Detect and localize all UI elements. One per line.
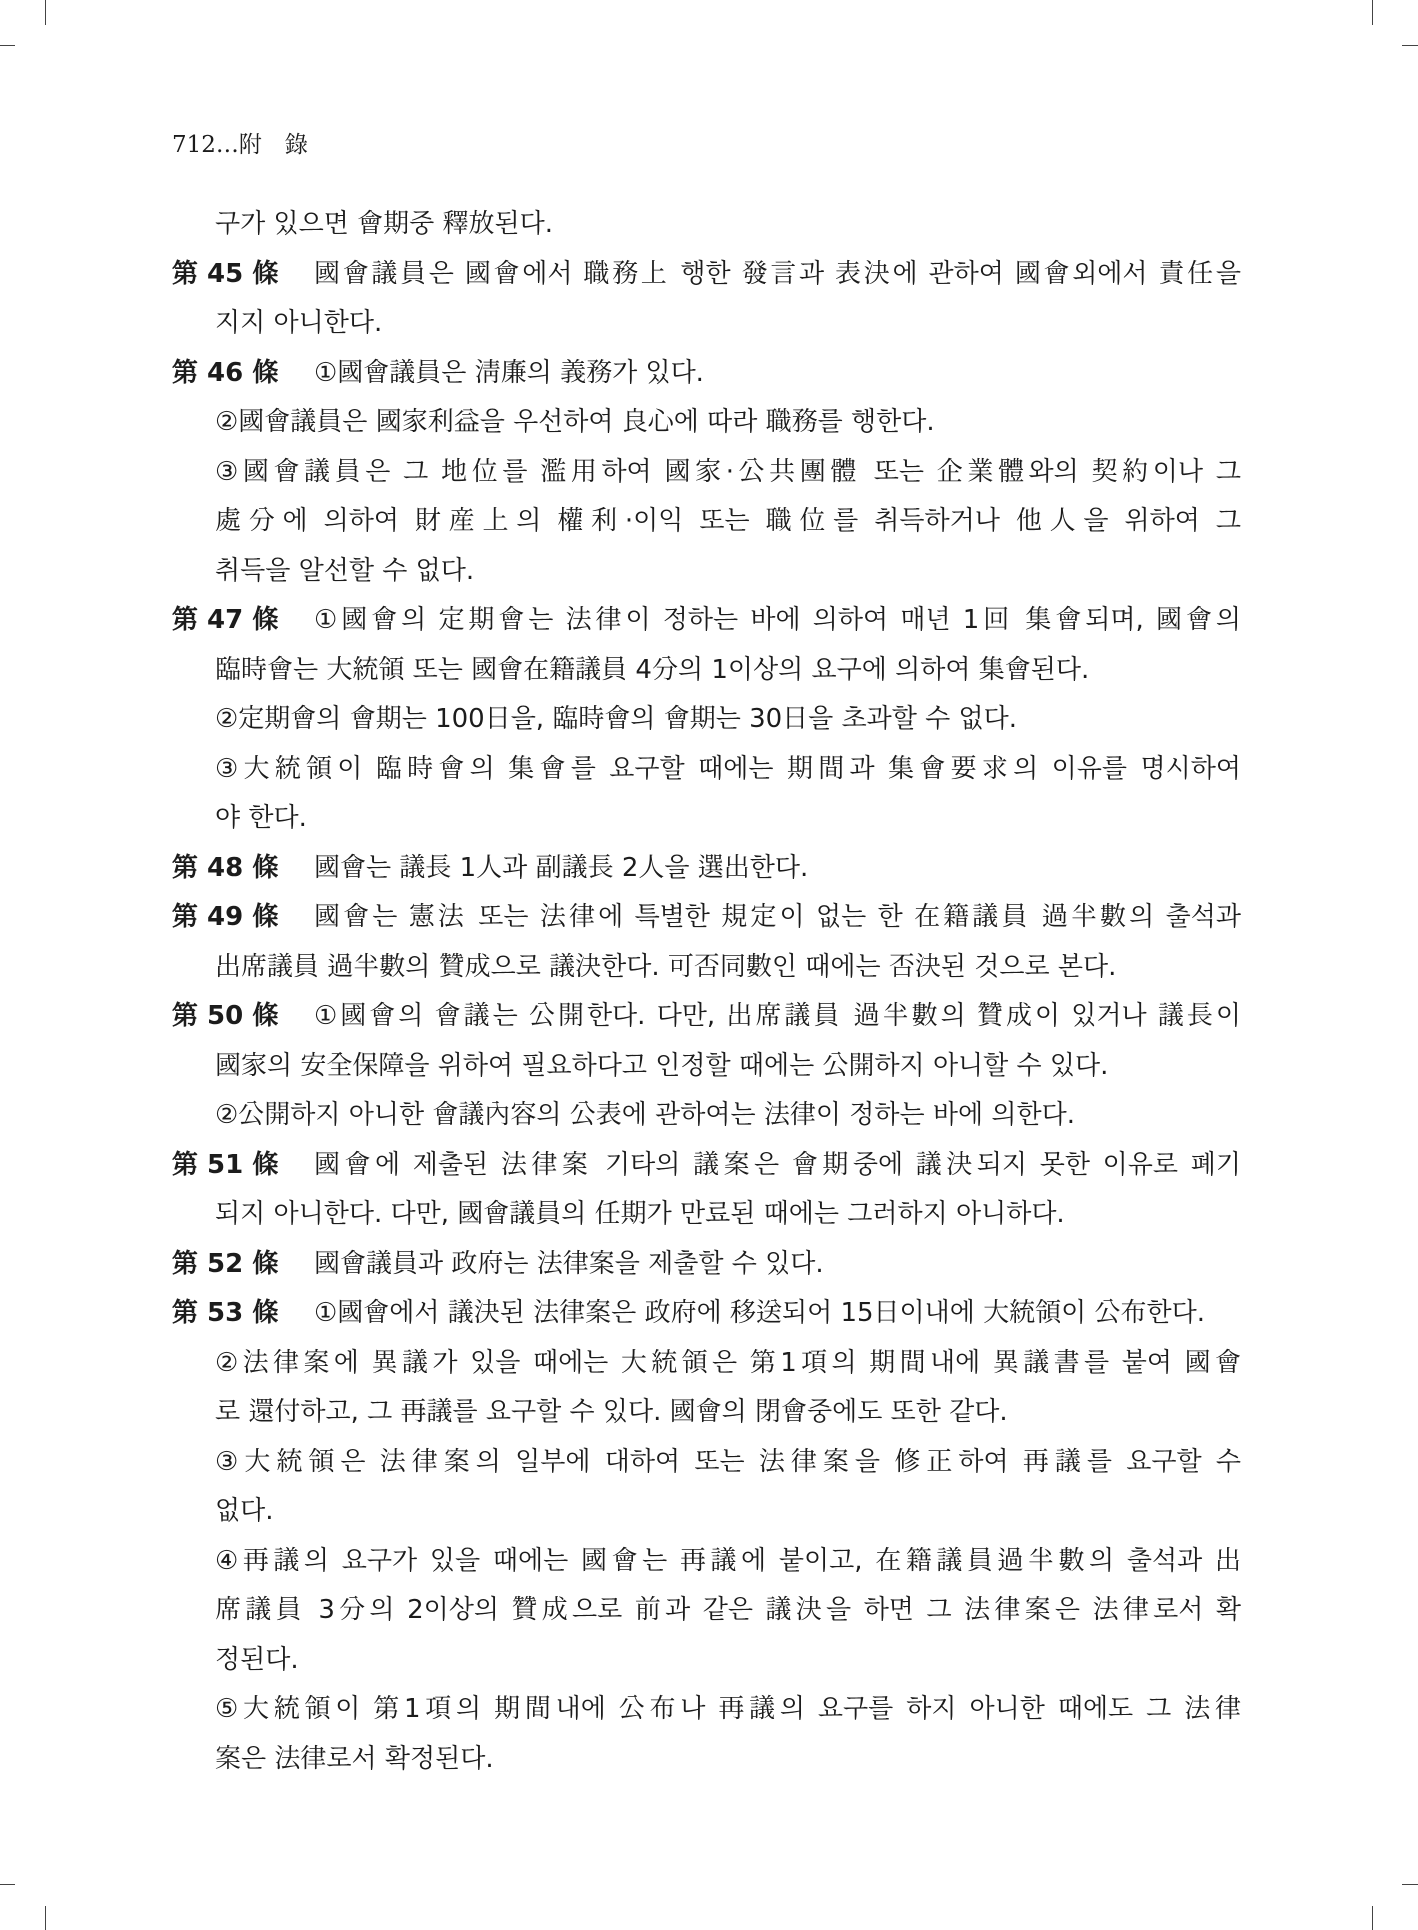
article-block — [172, 992, 1241, 1141]
indent-spacer — [172, 497, 215, 547]
text-row — [172, 1487, 1241, 1537]
indent-spacer — [172, 398, 215, 448]
text-row — [172, 1537, 1241, 1587]
article-block — [172, 893, 1241, 992]
article-label: 第 51 條 — [172, 1149, 279, 1180]
indent-spacer — [172, 794, 215, 844]
indent-spacer — [172, 1339, 215, 1389]
text-row — [172, 596, 1241, 646]
text-line: 國家의 安全保障을 위하여 필요하다고 인정할 때에는 公開하지 아니할 수 있다. — [215, 1050, 1109, 1081]
article-label: 第 47 條 — [172, 605, 279, 635]
crop-mark-top-right-vertical — [1372, 0, 1373, 25]
text-line: 國會에 제출된 法律案 기타의 議案은 會期중에 議決되지 못한 이유로 폐기 — [314, 1149, 1241, 1180]
text-row — [172, 1586, 1241, 1636]
text-row — [172, 646, 1241, 696]
article-label: 第 50 條 — [172, 1001, 279, 1031]
text-row — [172, 1091, 1241, 1141]
text-line: 없다. — [215, 1496, 274, 1526]
text-row — [172, 1289, 1241, 1339]
text-line: 國會는 議長 1人과 副議長 2人을 選出한다. — [314, 852, 809, 883]
indent-spacer — [172, 1042, 215, 1092]
indent-spacer — [172, 299, 215, 349]
text-line: 정된다. — [215, 1644, 299, 1675]
text-line: ①國會의 會議는 公開한다. 다만, 出席議員 過半數의 贊成이 있거나 議長이 — [314, 1001, 1241, 1031]
indent-spacer — [172, 943, 215, 993]
indent-spacer — [172, 1636, 215, 1686]
text-row — [172, 299, 1241, 349]
indent-spacer — [172, 1091, 215, 1141]
text-line: ①國會議員은 淸廉의 義務가 있다. — [314, 357, 704, 388]
text-row — [172, 1685, 1241, 1735]
text-row — [172, 1339, 1241, 1389]
text-row — [172, 794, 1241, 844]
text-line: ①國會에서 議決된 法律案은 政府에 移送되어 15日이내에 大統領이 公布한다. — [314, 1298, 1206, 1328]
text-line: 지지 아니한다. — [215, 308, 383, 338]
article-block — [172, 349, 1241, 597]
article-label: 第 52 條 — [172, 1248, 279, 1279]
article-block — [172, 844, 1241, 894]
text-line: 國會는 憲法 또는 法律에 특별한 規定이 없는 한 在籍議員 過半數의 출석과 — [314, 902, 1241, 932]
indent-spacer — [172, 745, 215, 795]
indent-spacer — [172, 547, 215, 597]
text-line: 國會議員은 國會에서 職務上 행한 發言과 表決에 관하여 國會외에서 責任을 — [314, 258, 1241, 289]
crop-mark-bottom-left-vertical — [45, 1906, 46, 1930]
crop-mark-top-left-horizontal — [0, 45, 15, 46]
text-row — [172, 1735, 1241, 1785]
page-body — [172, 200, 1241, 1784]
text-row — [172, 1042, 1241, 1092]
indent-spacer — [172, 448, 215, 498]
indent-spacer — [172, 646, 215, 696]
article-label: 第 53 條 — [172, 1298, 279, 1328]
text-line: ②定期會의 會期는 100日을, 臨時會의 會期는 30日을 초과할 수 없다. — [215, 704, 1018, 734]
article-block — [172, 596, 1241, 844]
text-line: 구가 있으면 會期중 釋放된다. — [215, 209, 553, 239]
article-block — [172, 1141, 1241, 1240]
text-line: ②法律案에 異議가 있을 때에는 大統領은 第1項의 期間내에 異議書를 붙여 國會 — [215, 1347, 1241, 1378]
text-row — [172, 547, 1241, 597]
text-line: 되지 아니한다. 다만, 國會議員의 任期가 만료된 때에는 그러하지 아니하다. — [215, 1199, 1065, 1229]
text-row — [172, 1438, 1241, 1488]
text-line: 國會議員과 政府는 法律案을 제출할 수 있다. — [314, 1248, 824, 1279]
text-line: ②國會議員은 國家利益을 우선하여 良心에 따라 職務를 행한다. — [215, 407, 935, 437]
indent-spacer — [172, 695, 215, 745]
text-row — [172, 200, 1241, 250]
article-label: 第 49 條 — [172, 902, 279, 932]
text-row — [172, 250, 1241, 300]
indent-spacer — [172, 200, 215, 250]
text-row — [172, 1636, 1241, 1686]
article-block — [172, 250, 1241, 349]
text-line: 취득을 알선할 수 없다. — [215, 555, 475, 586]
text-line: 處分에 의하여 財産上의 權利·이익 또는 職位를 취득하거나 他人을 위하여 그 — [215, 506, 1241, 536]
text-row — [172, 745, 1241, 795]
text-line: 야 한다. — [215, 803, 307, 833]
text-row — [172, 1141, 1241, 1191]
text-row — [172, 893, 1241, 943]
article-label: 第 48 條 — [172, 852, 279, 883]
article-label: 第 46 條 — [172, 357, 279, 388]
crop-mark-top-right-horizontal — [1402, 45, 1418, 46]
text-row — [172, 844, 1241, 894]
text-line: 案은 法律로서 확정된다. — [215, 1743, 494, 1774]
text-row — [172, 1240, 1241, 1290]
text-line: ③大統領은 法律案의 일부에 대하여 또는 法律案을 修正하여 再議를 요구할 수 — [215, 1446, 1241, 1477]
indent-spacer — [172, 1487, 215, 1537]
text-line: ④再議의 요구가 있을 때에는 國會는 再議에 붙이고, 在籍議員過半數의 출석과 出 — [215, 1545, 1241, 1576]
article-block — [172, 200, 1241, 250]
text-line: 로 還付하고, 그 再議를 요구할 수 있다. 國會의 閉會중에도 또한 같다. — [215, 1397, 1008, 1427]
text-row — [172, 695, 1241, 745]
text-row — [172, 1388, 1241, 1438]
text-row — [172, 448, 1241, 498]
text-line: ①國會의 定期會는 法律이 정하는 바에 의하여 매년 1回 集會되며, 國會의 — [314, 605, 1241, 635]
text-line: 臨時會는 大統領 또는 國會在籍議員 4分의 1이상의 요구에 의하여 集會된다. — [215, 654, 1090, 685]
indent-spacer — [172, 1438, 215, 1488]
text-row — [172, 992, 1241, 1042]
text-line: ⑤大統領이 第1項의 期間내에 公布나 再議의 요구를 하지 아니한 때에도 그 法律 — [215, 1694, 1241, 1724]
indent-spacer — [172, 1537, 215, 1587]
indent-spacer — [172, 1685, 215, 1735]
crop-mark-bottom-right-vertical — [1372, 1906, 1373, 1930]
text-row — [172, 497, 1241, 547]
crop-mark-top-left-vertical — [45, 0, 46, 25]
text-line: ③國會議員은 그 地位를 濫用하여 國家·公共團體 또는 企業體와의 契約이나 그 — [215, 456, 1241, 487]
text-row — [172, 1190, 1241, 1240]
text-row — [172, 398, 1241, 448]
page-header: 712…附 錄 — [172, 132, 308, 158]
text-line: 出席議員 過半數의 贊成으로 議決한다. 可否同數인 때에는 否決된 것으로 본다. — [215, 951, 1117, 982]
crop-mark-bottom-right-horizontal — [1402, 1884, 1418, 1885]
article-block — [172, 1240, 1241, 1290]
article-block — [172, 1289, 1241, 1784]
text-line: ③大統領이 臨時會의 集會를 요구할 때에는 期間과 集會要求의 이유를 명시하여 — [215, 753, 1241, 784]
indent-spacer — [172, 1190, 215, 1240]
article-label: 第 45 條 — [172, 258, 279, 289]
indent-spacer — [172, 1735, 215, 1785]
crop-mark-bottom-left-horizontal — [0, 1884, 15, 1885]
text-row — [172, 943, 1241, 993]
indent-spacer — [172, 1388, 215, 1438]
text-line: 席議員 3分의 2이상의 贊成으로 前과 같은 議決을 하면 그 法律案은 法律로서 확 — [215, 1595, 1241, 1625]
text-line: ②公開하지 아니한 會議內容의 公表에 관하여는 法律이 정하는 바에 의한다. — [215, 1100, 1076, 1130]
text-row — [172, 349, 1241, 399]
indent-spacer — [172, 1586, 215, 1636]
